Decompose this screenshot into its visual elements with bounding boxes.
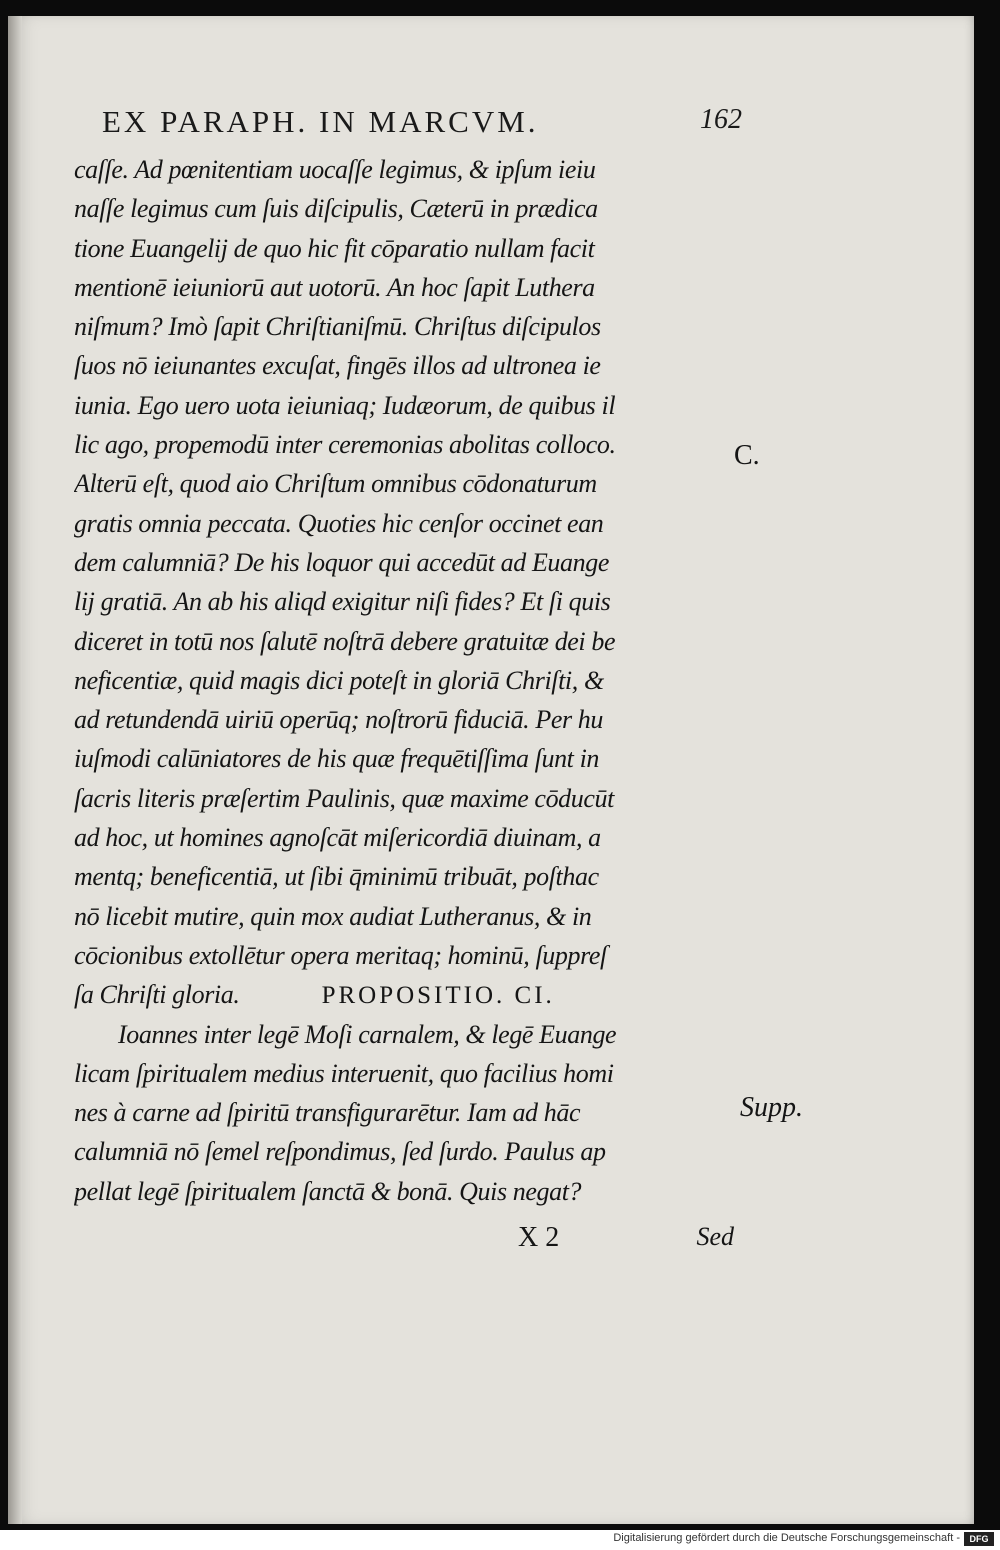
- text-line: caſſe. Ad pœnitentiam uocaſſe legimus, & ipſum ieiu: [74, 155, 596, 184]
- text-line-end: ſa Chriſti gloria.: [74, 980, 240, 1010]
- text-line: iunia. Ego uero uota ieiuniaq; Iudæorum, de quibus il: [74, 390, 616, 420]
- catchword: Sed: [696, 1222, 734, 1251]
- text-line: iuſmodi calūniatores de his quæ frequētiſſima ſunt in: [74, 744, 600, 774]
- text-line: ad hoc, ut homines agnoſcāt miſericordiā diuinam, a: [74, 823, 601, 853]
- text-line: ad retundendā uiriū operūq; noſtrorū fiduciā. Per hu: [74, 705, 604, 735]
- text-line: nes à carne ad ſpiritū transfigurarētur. Iam ad hāc: [74, 1098, 581, 1128]
- signature-mark: X 2: [518, 1222, 560, 1253]
- text-line: cōcionibus extollētur opera meritaq; hominū, ſuppreſ: [74, 940, 607, 970]
- text-line: mentionē ieiuniorū aut uotorū. An hoc ſapit Luthera: [74, 272, 595, 302]
- margin-note-c: C.: [734, 440, 760, 471]
- text-line: Alterū eſt, quod aio Chriſtum omnibus cōdonaturum: [74, 469, 597, 499]
- text-line-with-heading: [74, 975, 734, 1014]
- text-line: lic ago, propemodū inter ceremonias abolitas colloco.: [74, 430, 616, 460]
- text-line: dem calumniā? De his loquor qui accedūt ad Euange: [74, 547, 609, 577]
- text-line: lij gratiā. An ab his aliqd exigitur niſi fides? Et ſi quis: [74, 587, 611, 617]
- text-line: nō licebit mutire, quin mox audiat Lutheranus, & in: [74, 901, 592, 931]
- text-line: diceret in totū nos ſalutē noſtrā debere gratuitæ dei be: [74, 626, 616, 656]
- dfg-logo: DFG: [964, 1532, 994, 1546]
- text-line: calumniā nō ſemel reſpondimus, ſed ſurdo. Paulus ap: [74, 1137, 606, 1167]
- text-line: gratis omnia peccata. Quoties hic cenſor occinet ean: [74, 508, 604, 538]
- margin-note-supp: Supp.: [740, 1092, 803, 1123]
- text-line: ſacris literis præſertim Paulinis, quæ maxime cōducūt: [74, 783, 614, 813]
- text-line: naſſe legimus cum ſuis diſcipulis, Cæterū in prædica: [74, 194, 598, 224]
- text-line: neficentiæ, quid magis dici poteſt in gloriā Chriſti, &: [74, 665, 604, 695]
- main-text-block: [74, 150, 734, 1211]
- text-line: tione Euangelij de quo hic fit cōparatio nullam facit: [74, 233, 595, 263]
- funding-credit: Digitalisierung gefördert durch die Deutsche Forschungsgemeinschaft -: [613, 1532, 960, 1544]
- signature-line: [74, 1222, 734, 1258]
- page-number: 162: [700, 104, 742, 135]
- text-line: licam ſpiritualem medius interuenit, quo facilius homi: [74, 1058, 614, 1088]
- footer-bar: [0, 1530, 1000, 1550]
- text-line: niſmum? Imò ſapit Chriſtianiſmū. Chriſtus diſcipulos: [74, 312, 601, 342]
- running-head: EX PARAPH. IN MARCVM.: [102, 104, 539, 139]
- text-line: Ioannes inter legē Moſi carnalem, & legē Euange: [118, 1019, 617, 1049]
- page-gutter: [8, 16, 22, 1524]
- proposition-heading: PROPOSITIO. CI.: [321, 982, 555, 1010]
- text-line: pellat legē ſpiritualem ſanctā & bonā. Quis negat?: [74, 1176, 582, 1206]
- text-line: ſuos nō ieiunantes excuſat, fingēs illos ad ultronea ie: [74, 351, 601, 381]
- text-line: mentq; beneficentiā, ut ſibi q̄minimū tribuāt, poſthac: [74, 862, 599, 892]
